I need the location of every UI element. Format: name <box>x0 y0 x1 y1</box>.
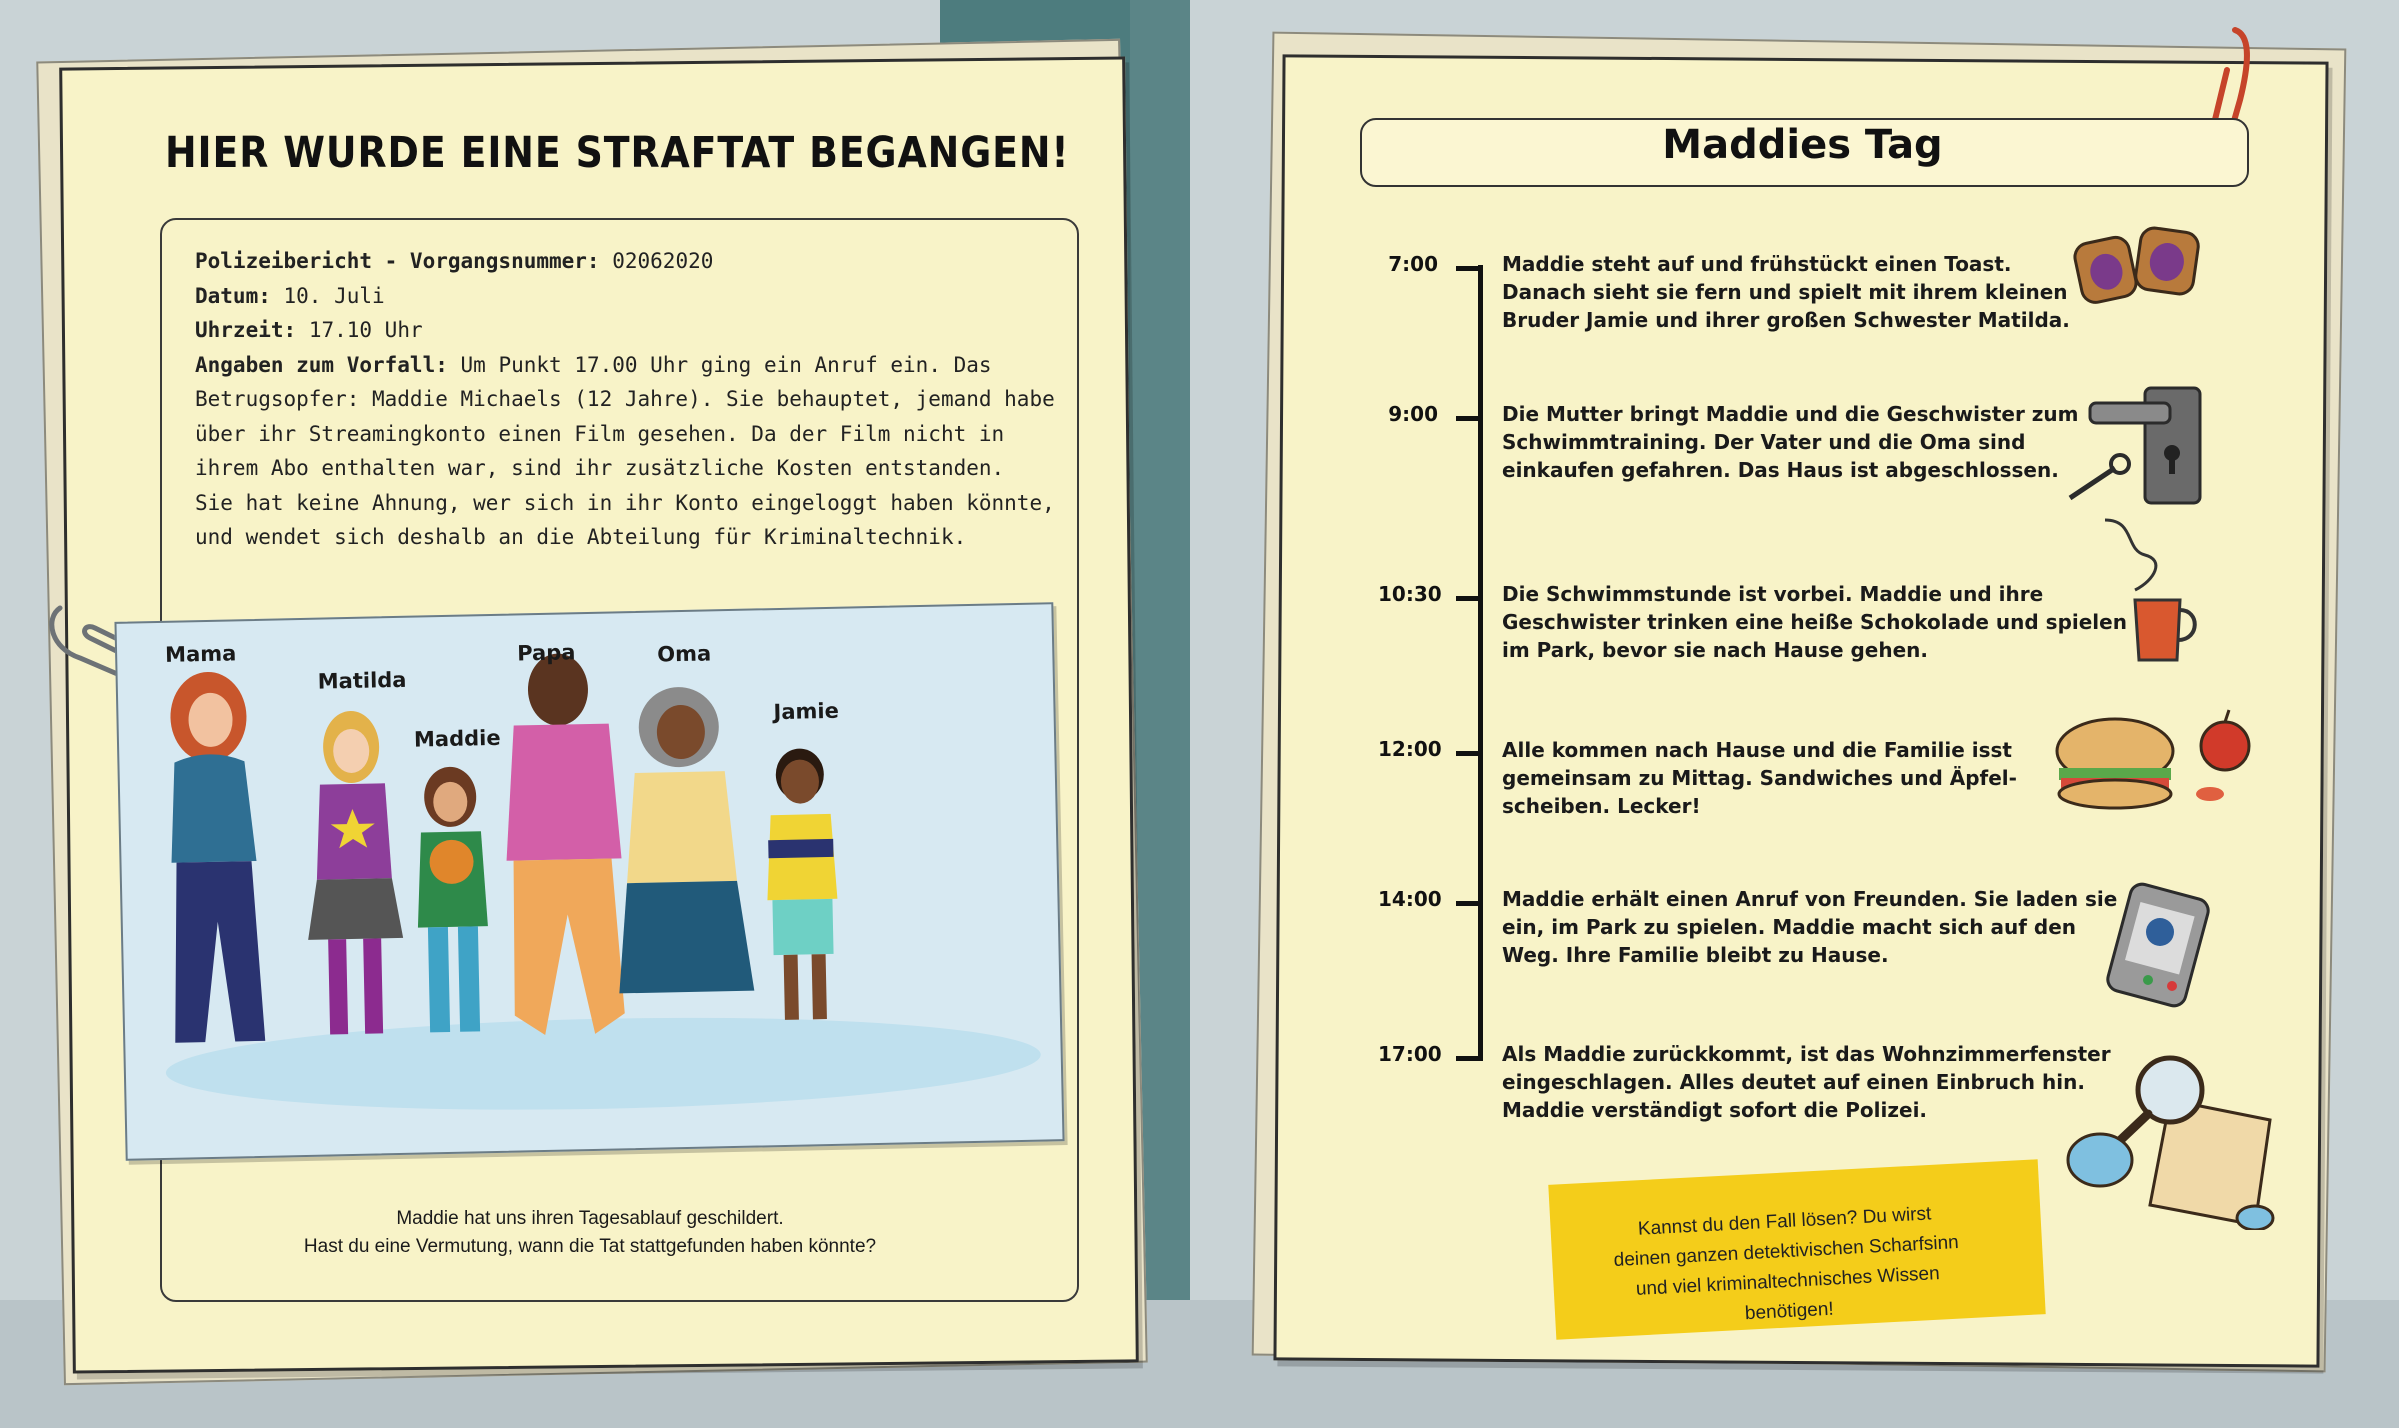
details-line: ihrem Abo enthalten war, sind ihr zusätzliche Kosten entstanden. <box>195 456 1005 480</box>
entry-line: Maddie steht auf und frühstückt einen Toast. <box>1502 252 2012 276</box>
entry-line: gemeinsam zu Mittag. Sandwiches und Äpfel- <box>1502 766 2017 790</box>
timeline-entry <box>1502 250 2142 334</box>
date-label: Datum: <box>195 283 271 308</box>
entry-line: Maddie erhält einen Anruf von Freunden. Sie laden sie <box>1502 887 2118 911</box>
mug-icon <box>2085 510 2215 670</box>
entry-line: einkaufen gefahren. Das Haus ist abgeschlossen. <box>1502 458 2059 482</box>
label-mama: Mama <box>164 641 237 667</box>
timeline-tick <box>1456 1056 1483 1061</box>
time-label: Uhrzeit: <box>195 318 297 342</box>
timeline-time: 7:00 <box>1388 252 1438 276</box>
entry-line: ein, im Park zu spielen. Maddie macht sich auf den <box>1502 915 2077 939</box>
entry-line: Als Maddie zurückkommt, ist das Wohnzimmerfenster <box>1502 1042 2111 1066</box>
entry-line: Die Schwimmstunde ist vorbei. Maddie und ihre <box>1502 582 2044 606</box>
entry-line: Danach sieht sie fern und spielt mit ihrem kleinen <box>1502 280 2068 304</box>
label-matilda: Matilda <box>317 667 407 694</box>
timeline-tick <box>1456 416 1483 421</box>
toast-icon <box>2070 222 2210 317</box>
timeline-entry <box>1502 580 2142 664</box>
timeline-tick <box>1456 266 1483 271</box>
timeline-time: 14:00 <box>1378 887 1442 911</box>
phone-icon <box>2100 870 2240 1015</box>
label-maddie: Maddie <box>413 725 501 752</box>
note-line: Kannst du den Fall lösen? Du wirst <box>1637 1203 1932 1240</box>
timeline-time: 9:00 <box>1388 402 1438 426</box>
timeline-time: 17:00 <box>1378 1042 1442 1066</box>
note-line: und viel kriminaltechnisches Wissen <box>1635 1263 1941 1300</box>
note-line: deinen ganzen detektivischen Scharfsinn <box>1613 1231 1960 1272</box>
case-value: 02062020 <box>612 249 714 273</box>
entry-line: eingeschlagen. Alles deutet auf einen Einbruch hin. <box>1502 1070 2085 1094</box>
note-line: benötigen! <box>1744 1298 1835 1325</box>
family-illustration <box>117 604 1063 1158</box>
timeline-entry <box>1502 885 2142 969</box>
entry-line: Bruder Jamie und ihrer großen Schwester Matilda. <box>1502 308 2070 332</box>
timeline-time: 10:30 <box>1378 582 1442 606</box>
entry-line: Die Mutter bringt Maddie und die Geschwister zum <box>1502 402 2079 426</box>
timeline-time: 12:00 <box>1378 737 1442 761</box>
family-photo <box>114 602 1064 1161</box>
entry-line: scheiben. Lecker! <box>1502 794 1701 818</box>
details-line: über ihr Streamingkonto einen Film gesehen. Da der Film nicht in <box>195 421 1005 446</box>
entry-line: Weg. Ihre Familie bleibt zu Hause. <box>1502 943 1889 967</box>
entry-line: Schwimmtraining. Der Vater und die Oma sind <box>1502 430 2026 454</box>
label-jamie: Jamie <box>773 698 840 725</box>
timeline-tick <box>1456 901 1483 906</box>
magnifier-icon <box>2040 1040 2280 1230</box>
police-report <box>195 244 1075 555</box>
date-value: 10. Juli <box>283 283 385 308</box>
label-papa: Papa <box>516 640 576 666</box>
maddies-tag-title: Maddies Tag <box>1662 122 1943 168</box>
case-label: Polizeibericht - Vorgangsnummer: <box>195 249 600 273</box>
caption-line: Maddie hat uns ihren Tagesablauf geschildert. <box>396 1208 784 1229</box>
entry-line: Maddie verständigt sofort die Polizei. <box>1502 1098 1928 1122</box>
timeline-line <box>1478 265 1483 1061</box>
time-value: 17.10 Uhr <box>308 318 423 342</box>
entry-line: Geschwister trinken eine heiße Schokolade und spielen <box>1502 610 2127 634</box>
entry-line: im Park, bevor sie nach Hause gehen. <box>1502 638 1928 662</box>
timeline-entry <box>1502 400 2142 484</box>
entry-line: Alle kommen nach Hause und die Familie isst <box>1502 738 2012 762</box>
page-title: HIER WURDE EINE STRAFTAT BEGANGEN! <box>165 128 1070 178</box>
label-oma: Oma <box>657 641 712 667</box>
details-label: Angaben zum Vorfall: <box>195 352 448 377</box>
details-line: Um Punkt 17.00 Uhr ging ein Anruf ein. Das <box>460 352 992 377</box>
details-line: Sie hat keine Ahnung, wer sich in ihr Konto eingeloggt haben könnte, <box>195 490 1055 515</box>
timeline-tick <box>1456 596 1483 601</box>
caption-line: Hast du eine Vermutung, wann die Tat stattgefunden haben könnte? <box>303 1236 877 1257</box>
door-lock-icon <box>2060 378 2210 513</box>
sandwich-icon <box>2045 706 2265 826</box>
details-line: Betrugsopfer: Maddie Michaels (12 Jahre). Sie behauptet, jemand habe <box>195 387 1055 411</box>
details-line: und wendet sich deshalb an die Abteilung für Kriminaltechnik. <box>195 525 967 549</box>
timeline-tick <box>1456 751 1483 756</box>
sticky-note-text <box>1569 1196 2005 1338</box>
